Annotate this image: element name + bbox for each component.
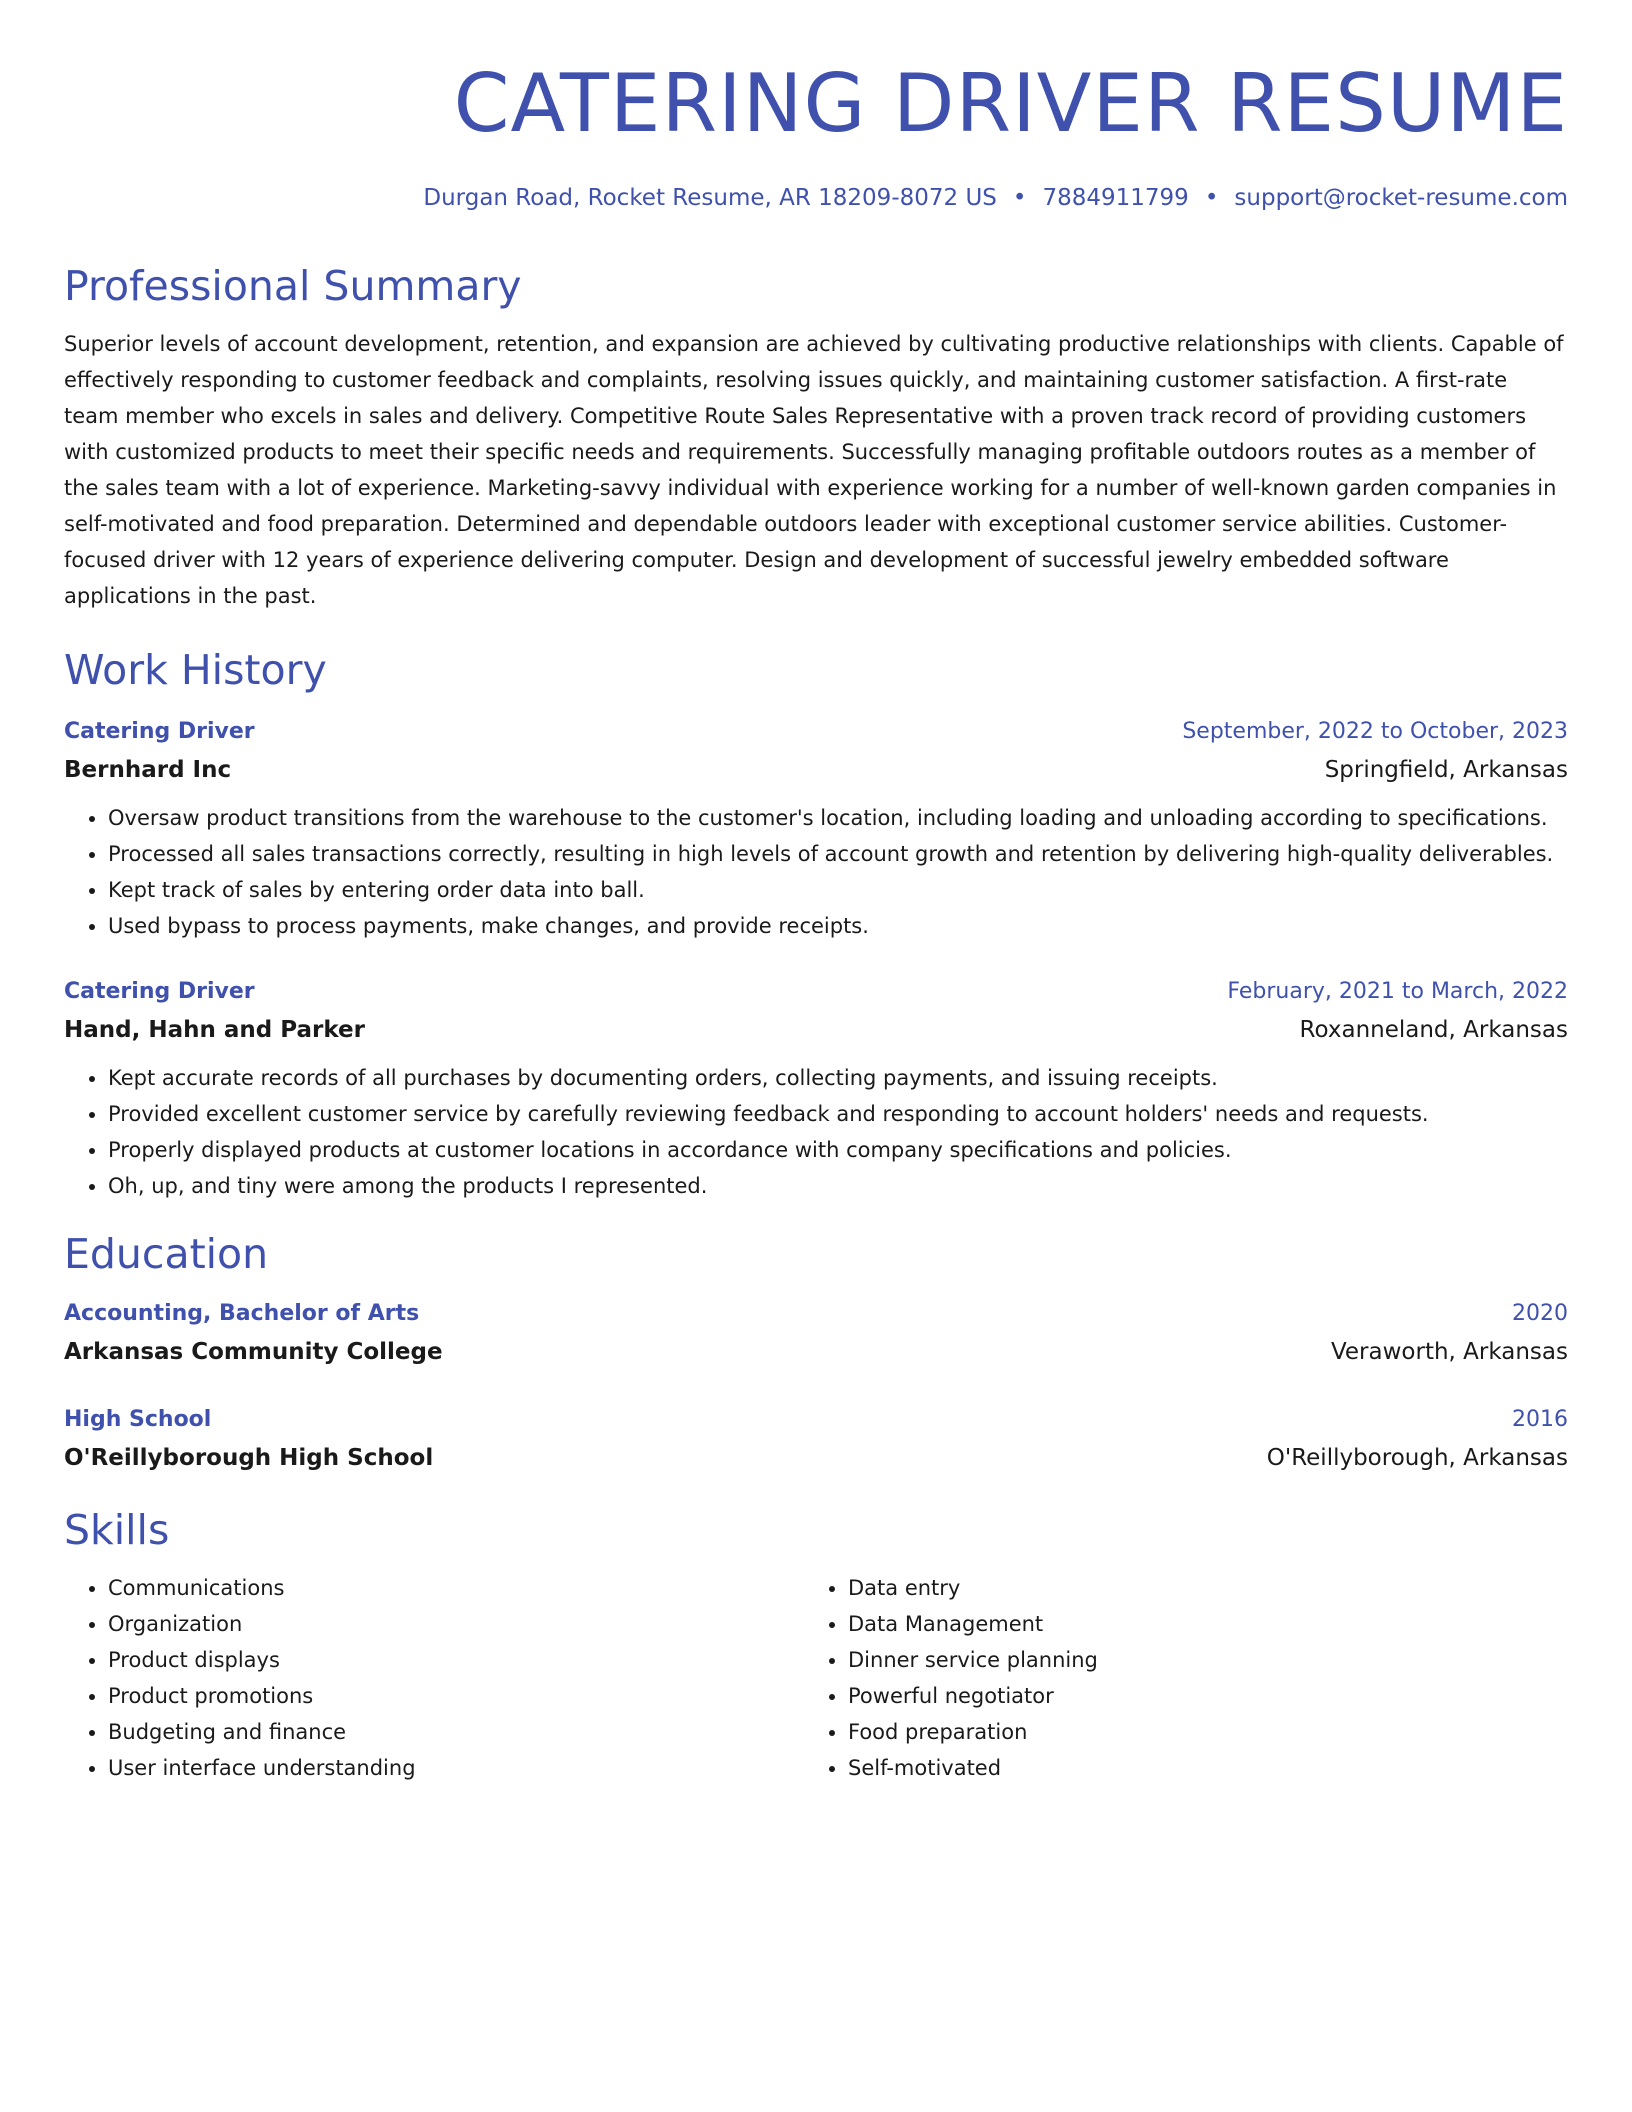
education-location: O'Reillyborough, Arkansas bbox=[1266, 1445, 1568, 1471]
summary-heading: Professional Summary bbox=[64, 262, 522, 310]
job-bullet: • Processed all sales transactions correctly, resulting in high levels of account growth and retention by delivering high-quality deliverables. bbox=[108, 836, 1568, 872]
work-history-heading: Work History bbox=[64, 646, 327, 694]
job-title: Catering Driver bbox=[64, 719, 255, 744]
education-entry bbox=[64, 1402, 1568, 1478]
skills-list-left bbox=[64, 1570, 804, 1786]
skill-item: • User interface understanding bbox=[108, 1750, 804, 1786]
job-employer-row bbox=[64, 1010, 1568, 1050]
skill-item: • Food preparation bbox=[848, 1714, 1544, 1750]
job-entry bbox=[64, 974, 1568, 1204]
contact-email: support@rocket-resume.com bbox=[1234, 185, 1568, 211]
education-header-row bbox=[64, 1402, 1568, 1438]
education-school-row bbox=[64, 1332, 1568, 1372]
job-bullet: • Provided excellent customer service by carefully reviewing feedback and responding to account holders' needs and requests. bbox=[108, 1096, 1568, 1132]
skill-item: • Product displays bbox=[108, 1642, 804, 1678]
contact-address: Durgan Road, Rocket Resume, AR 18209-8072 US bbox=[423, 185, 997, 211]
skill-item: • Data entry bbox=[848, 1570, 1544, 1606]
job-header-row bbox=[64, 974, 1568, 1010]
skill-item: • Self-motivated bbox=[848, 1750, 1544, 1786]
skills-list-right bbox=[804, 1570, 1544, 1786]
job-dates: September, 2022 to October, 2023 bbox=[1182, 719, 1568, 744]
summary-text: Superior levels of account development, retention, and expansion are achieved by cultivating productive relationships with clients. Capable of effectively responding to customer feedback and complaints, resolving issues quickly, and maintaining customer satisfaction. A first-rate team member who excels in sales and delivery. Competitive Route Sales Representative with a proven track record of providing customers with customized products to meet their specific needs and requirements. Successfully managing profitable outdoors routes as a member of the sales team with a lot of experience. Marketing-savvy individual with experience working for a number of well-known garden companies in self-motivated and food preparation. Determined and dependable outdoors leader with exceptional customer service abilities. Customer-focused driver with 12 years of experience delivering computer. Design and development of successful jewelry embedded software applications in the past. bbox=[64, 332, 1564, 608]
education-school-row bbox=[64, 1438, 1568, 1478]
education-degree: Accounting, Bachelor of Arts bbox=[64, 1301, 420, 1326]
education-year: 2020 bbox=[1512, 1301, 1568, 1326]
job-employer-row bbox=[64, 750, 1568, 790]
contact-phone: 7884911799 bbox=[1042, 185, 1189, 211]
skill-item: • Budgeting and finance bbox=[108, 1714, 804, 1750]
education-heading: Education bbox=[64, 1230, 269, 1278]
education-school: Arkansas Community College bbox=[64, 1339, 443, 1365]
job-bullet: • Oversaw product transitions from the warehouse to the customer's location, including loading and unloading according to specifications. bbox=[108, 800, 1568, 836]
job-employer: Bernhard Inc bbox=[64, 757, 232, 783]
job-title: Catering Driver bbox=[64, 979, 255, 1004]
job-location: Springfield, Arkansas bbox=[1324, 757, 1568, 783]
skill-item: • Data Management bbox=[848, 1606, 1544, 1642]
job-location: Roxanneland, Arkansas bbox=[1299, 1017, 1568, 1043]
job-employer: Hand, Hahn and Parker bbox=[64, 1017, 365, 1043]
job-bullet: • Properly displayed products at customer locations in accordance with company specifications and policies. bbox=[108, 1132, 1568, 1168]
education-header-row bbox=[64, 1296, 1568, 1332]
skill-item: • Dinner service planning bbox=[848, 1642, 1544, 1678]
education-location: Veraworth, Arkansas bbox=[1330, 1339, 1568, 1365]
job-bullet: • Kept accurate records of all purchases by documenting orders, collecting payments, and issuing receipts. bbox=[108, 1060, 1568, 1096]
skill-item: • Communications bbox=[108, 1570, 804, 1606]
skill-item: • Powerful negotiator bbox=[848, 1678, 1544, 1714]
education-entry bbox=[64, 1296, 1568, 1372]
resume-title: CATERING DRIVER RESUME bbox=[453, 57, 1568, 150]
skills-heading: Skills bbox=[64, 1506, 170, 1554]
contact-line bbox=[64, 182, 1568, 214]
education-school: O'Reillyborough High School bbox=[64, 1445, 434, 1471]
skill-item: • Organization bbox=[108, 1606, 804, 1642]
job-bullet: • Kept track of sales by entering order data into ball. bbox=[108, 872, 1568, 908]
skills-grid bbox=[64, 1570, 1568, 1786]
contact-separator: • bbox=[1012, 185, 1027, 211]
job-entry bbox=[64, 714, 1568, 944]
job-header-row bbox=[64, 714, 1568, 750]
job-bullets bbox=[64, 1060, 1568, 1204]
education-year: 2016 bbox=[1512, 1407, 1568, 1432]
job-bullets bbox=[64, 800, 1568, 944]
education-degree: High School bbox=[64, 1407, 212, 1432]
contact-separator: • bbox=[1204, 185, 1219, 211]
job-bullet: • Oh, up, and tiny were among the products I represented. bbox=[108, 1168, 1568, 1204]
job-bullet: • Used bypass to process payments, make changes, and provide receipts. bbox=[108, 908, 1568, 944]
job-dates: February, 2021 to March, 2022 bbox=[1227, 979, 1568, 1004]
skill-item: • Product promotions bbox=[108, 1678, 804, 1714]
